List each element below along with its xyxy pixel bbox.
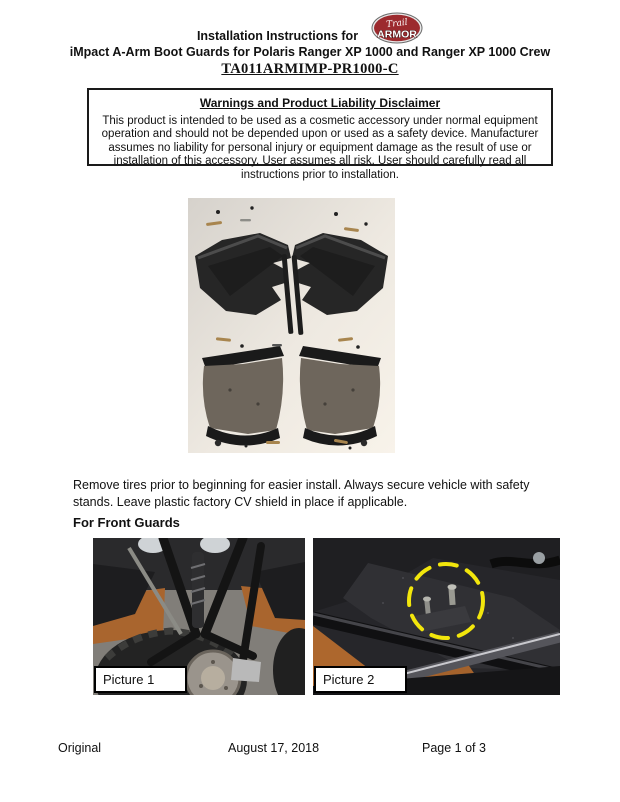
logo-script-text: Trail: [385, 17, 409, 31]
part-number: TA011ARMIMP-PR1000-C: [221, 61, 399, 77]
picture-2: [313, 538, 560, 695]
logo-armor-text: ARMOR: [377, 28, 417, 41]
picture-1-label: Picture 1: [94, 666, 187, 693]
title-line2: iMpact A-Arm Boot Guards for Polaris Ranger XP 1000 and Ranger XP 1000 Crew: [69, 45, 551, 59]
disclaimer-box: [87, 88, 553, 181]
cable: [491, 560, 560, 564]
disclaimer-body: This product is intended to be used as a cosmetic accessory under normal equipment operation and should not be depended upon or used as a safety device. Manufacturer assumes no liability for personal injury or equipment damage as the result of use or installation of this accessory. User assumes all risk. User should carefully read all instructions prior to installation.: [101, 115, 539, 181]
product-photo-scene: [188, 198, 395, 453]
lower-guard-right: [299, 346, 381, 446]
cable-fitting: [533, 552, 545, 564]
footer-date: August 17, 2018: [228, 741, 320, 755]
steering-knuckle: [231, 658, 261, 682]
footer-page-number: Page 1 of 3: [422, 741, 486, 755]
title-line1: Installation Instructions for: [196, 29, 359, 43]
footer-revision: Original: [58, 741, 102, 755]
intro-paragraph: Remove tires prior to beginning for easier install. Always secure vehicle with safety stands. Leave plastic factory CV shield in place if applicable.: [73, 478, 530, 509]
section-heading-front-guards: For Front Guards: [73, 515, 180, 530]
trail-armor-logo: [371, 12, 423, 44]
product-parts-photo: [188, 198, 395, 453]
picture-2-label: Picture 2: [314, 666, 407, 693]
lower-guard-left: [202, 346, 284, 446]
picture-1: [93, 538, 305, 695]
disclaimer-title: Warnings and Product Liability Disclaimer: [199, 96, 441, 110]
header-line1-row: [0, 10, 620, 44]
